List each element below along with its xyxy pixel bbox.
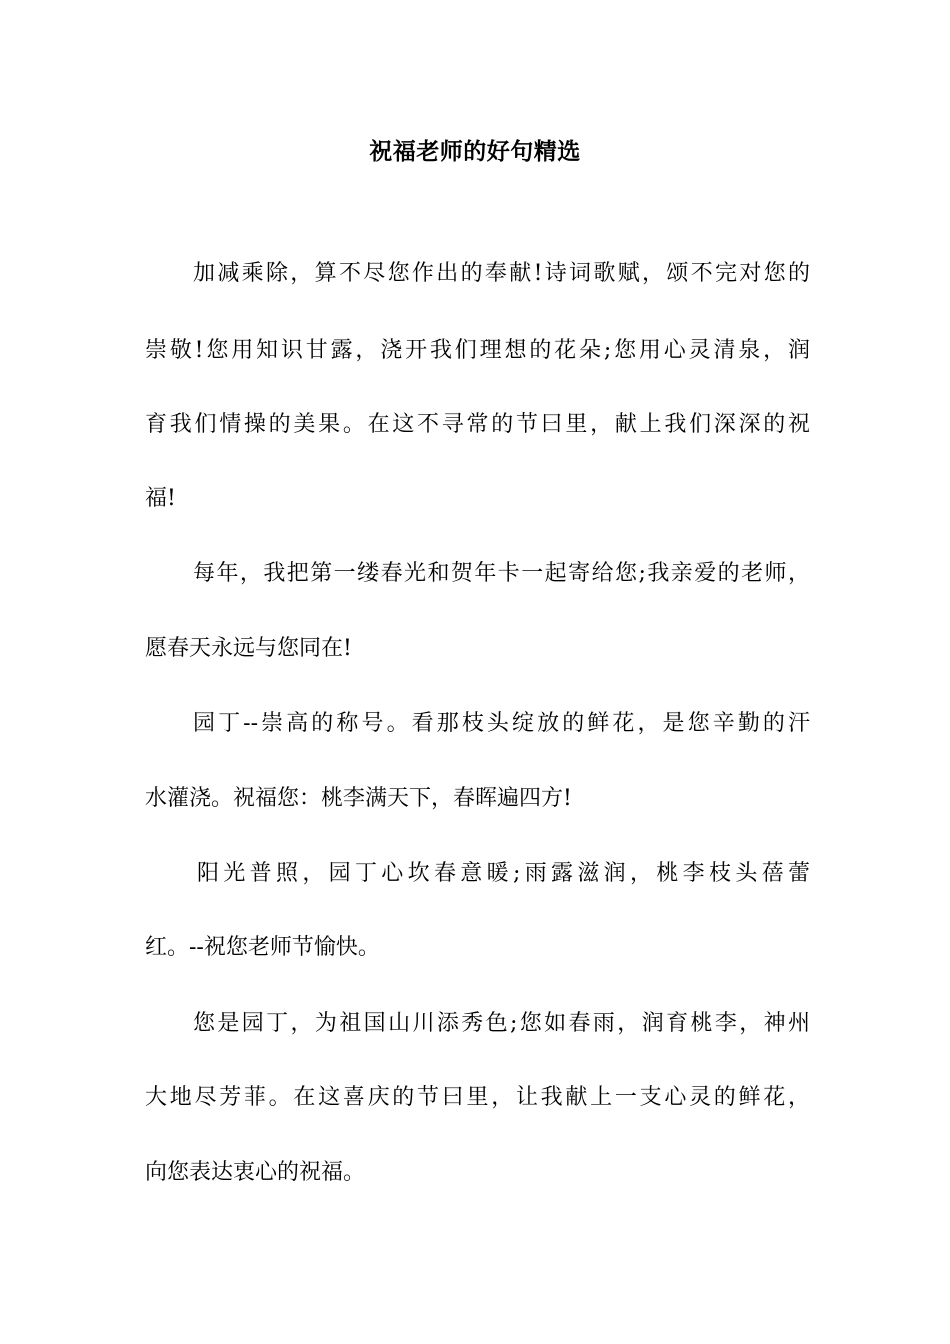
paragraph-5-line-1: 您是园丁，为祖国山川添秀色;您如春雨，润育桃李，神州 [193,1011,810,1036]
paragraph-1-line-4: 福! [145,486,176,511]
paragraph-1-line-1: 加减乘除，算不尽您作出的奉献!诗词歌赋，颂不完对您的 [193,261,810,286]
paragraph-2-line-2: 愿春天永远与您同在! [145,636,352,661]
paragraph-2-line-1: 每年，我把第一缕春光和贺年卡一起寄给您;我亲爱的老师， [193,561,810,586]
paragraph-5-line-2: 大地尽芳菲。在这喜庆的节曰里，让我献上一支心灵的鲜花， [145,1085,810,1110]
paragraph-3-line-2: 水灌浇。祝福您：桃李满天下，春晖遍四方! [145,786,572,811]
paragraph-5-line-3: 向您表达衷心的祝福。 [145,1160,366,1185]
paragraph-4-line-2: 红。--祝您老师节愉快。 [145,935,380,960]
paragraph-1-line-2: 崇敬!您用知识甘露，浇开我们理想的花朵;您用心灵清泉，润 [145,338,810,363]
paragraph-1-line-3: 育我们情操的美果。在这不寻常的节曰里，献上我们深深的祝 [145,412,810,437]
paragraph-4-line-1: 阳光普照，园丁心坎春意暖;雨露滋润，桃李枝头蓓蕾 [197,861,810,886]
page-title: 祝福老师的好句精选 [369,138,581,165]
paragraph-3-line-1: 园丁--崇高的称号。看那枝头绽放的鲜花，是您辛勤的汗 [193,711,810,736]
